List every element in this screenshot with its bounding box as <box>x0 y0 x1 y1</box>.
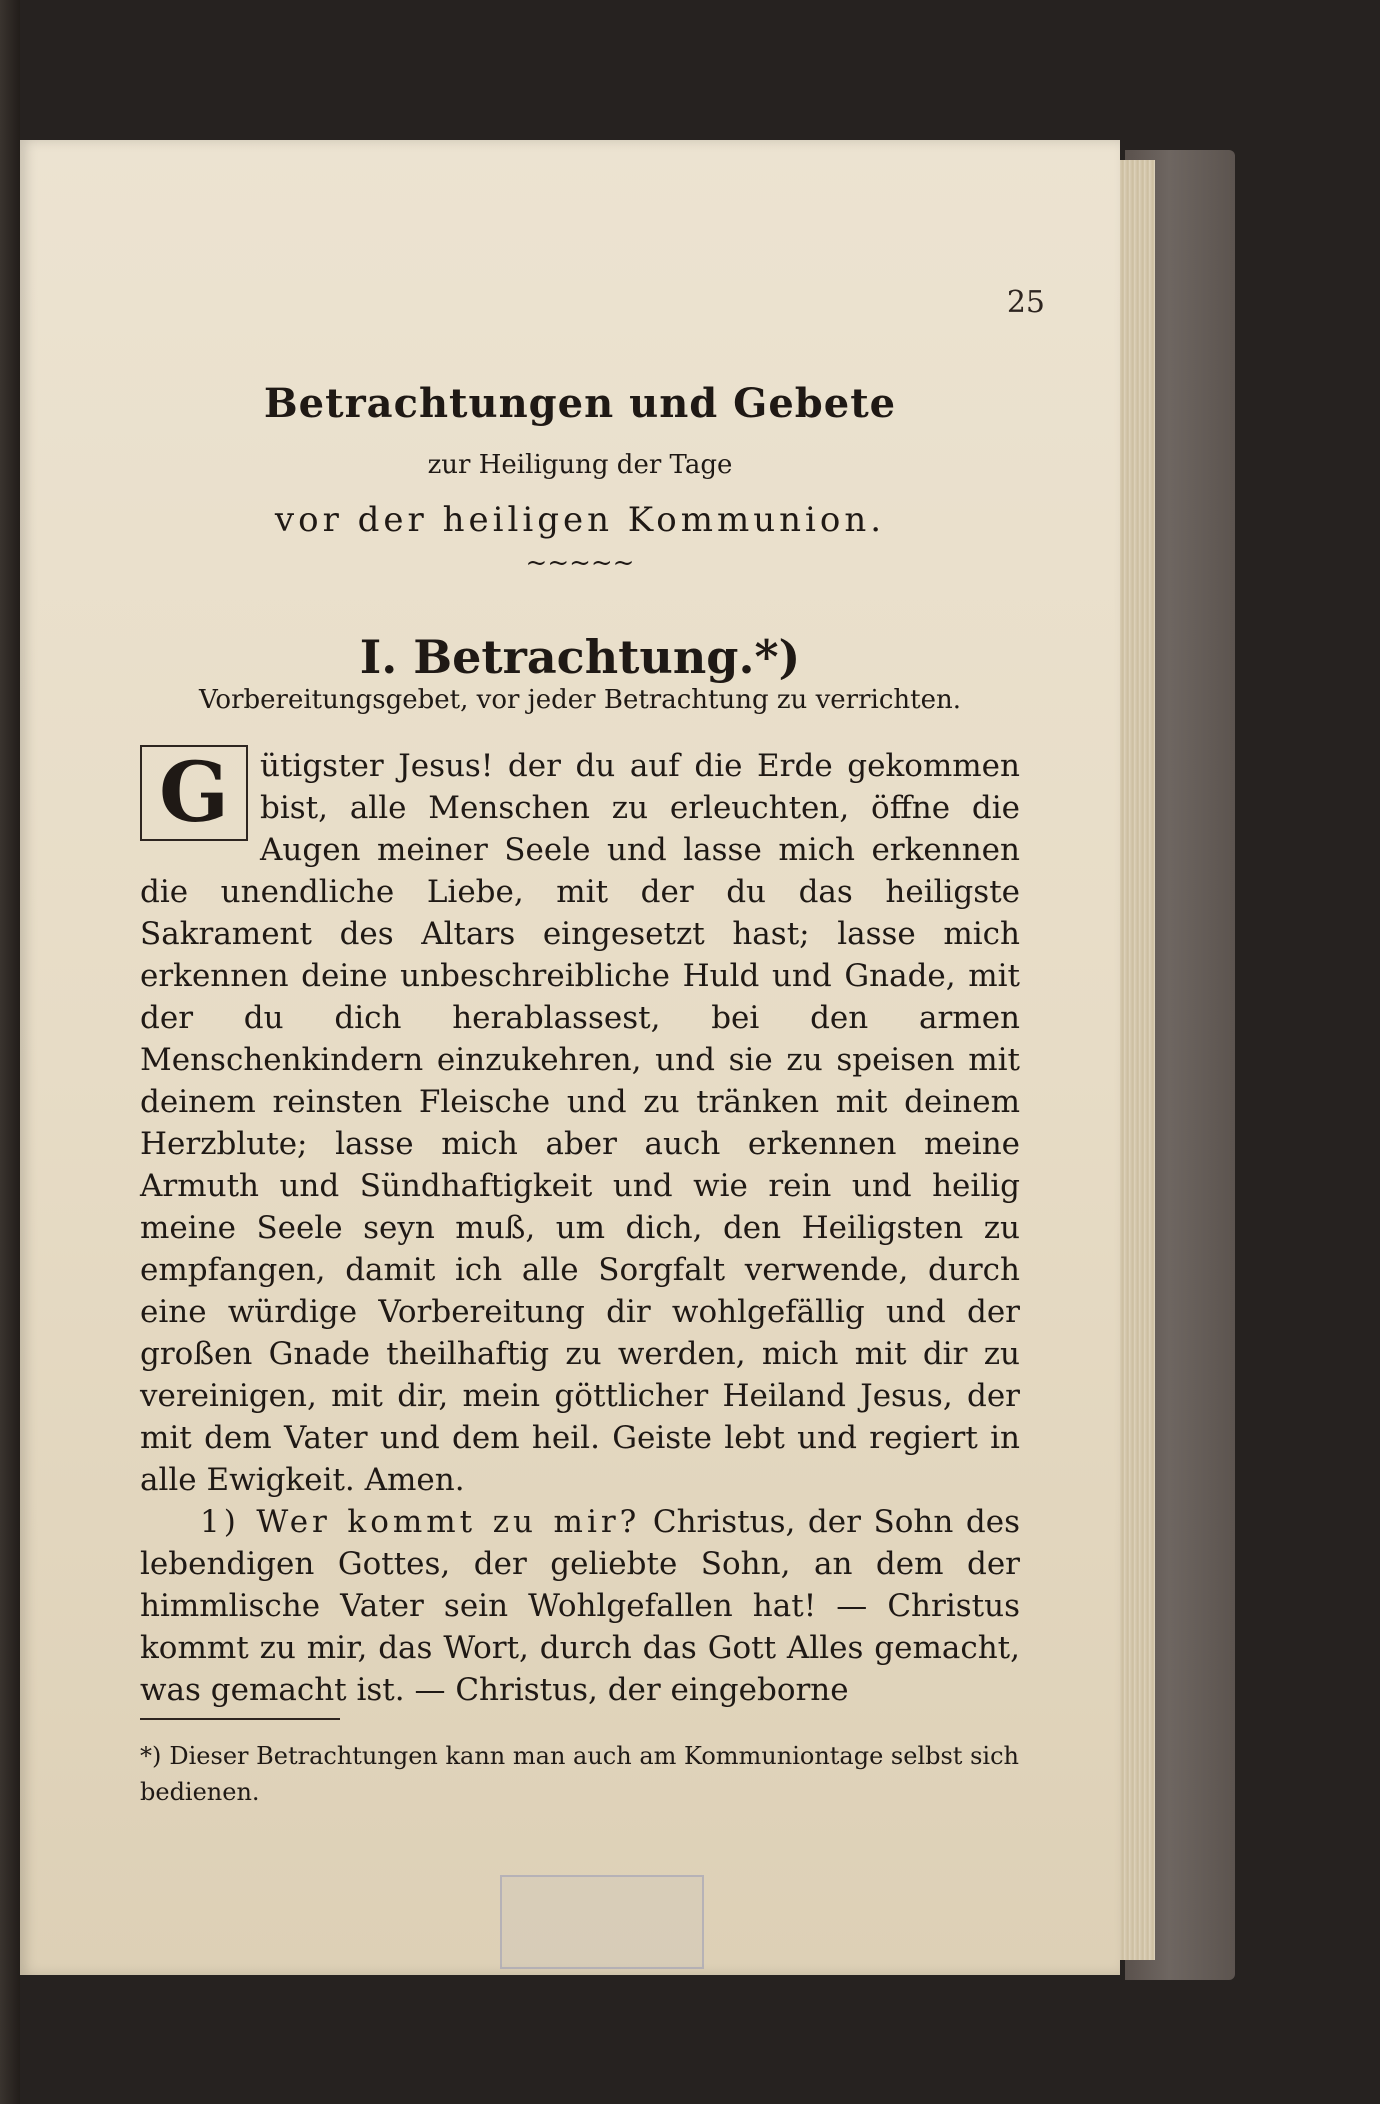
paragraph-1 <box>140 745 1020 1501</box>
footnote <box>140 1738 1020 1810</box>
footnote-mark: *) <box>140 1742 162 1770</box>
background-shadow <box>0 0 20 2104</box>
paragraph-2-lead: 1) Wer kommt zu mir? <box>200 1504 641 1540</box>
paragraph-2 <box>140 1501 1020 1711</box>
page-number: 25 <box>1006 285 1045 320</box>
page-title: Betrachtungen und Gebete <box>263 380 897 427</box>
paragraph-2-text: Christus, der Sohn des lebendigen Gottes, der geliebte Sohn, an dem der himmlische Vater sein Wohlgefallen hat! — Christus kommt zu mir, das Wort, durch das Gott Alles gemacht, was gemacht ist. — Christus, der eingeborne <box>140 1504 1020 1708</box>
page-subtitle-2: vor der heiligen Kommunion. <box>274 500 886 540</box>
section-heading: I. Betrachtung.*) <box>359 630 801 684</box>
page-subtitle: zur Heiligung der Tage <box>427 450 733 480</box>
section-subheading: Vorbereitungsgebet, vor jeder Betrachtung zu verrichten. <box>199 685 961 715</box>
library-stamp <box>500 1875 704 1969</box>
body-text <box>140 745 1020 1711</box>
footnote-text: Dieser Betrachtungen kann man auch am Kommuniontage selbst sich bedienen. <box>140 1742 1019 1806</box>
paragraph-1-text: ütigster Jesus! der du auf die Erde gekommen bist, alle Menschen zu erleuchten, öffne die Augen meiner Seele und lasse mich erkennen die unendliche Liebe, mit der du das heiligste Sakrament des Altars eingesetzt hast; lasse mich erkennen deine unbeschreibliche Huld und Gnade, mit der du dich herablassest, bei den armen Menschenkindern einzukehren, und sie zu speisen mit deinem reinsten Fleische und zu tränken mit deinem Herzblute; lasse mich aber auch erkennen meine Armuth und Sündhaftigkeit und wie rein und heilig meine Seele seyn muß, um dich, den Heiligsten zu empfangen, damit ich alle Sorgfalt verwende, durch eine würdige Vorbereitung dir wohlgefällig und der großen Gnade theilhaftig zu werden, mich mit dir zu vereinigen, mit dir, mein göttlicher Heiland Jesus, der mit dem Vater und dem heil. Geiste lebt und regiert in alle Ewigkeit. Amen. <box>140 748 1020 1498</box>
ornament-divider: ~~~~~ <box>525 548 635 578</box>
drop-cap: G <box>140 745 248 841</box>
footnote-rule <box>140 1718 340 1720</box>
